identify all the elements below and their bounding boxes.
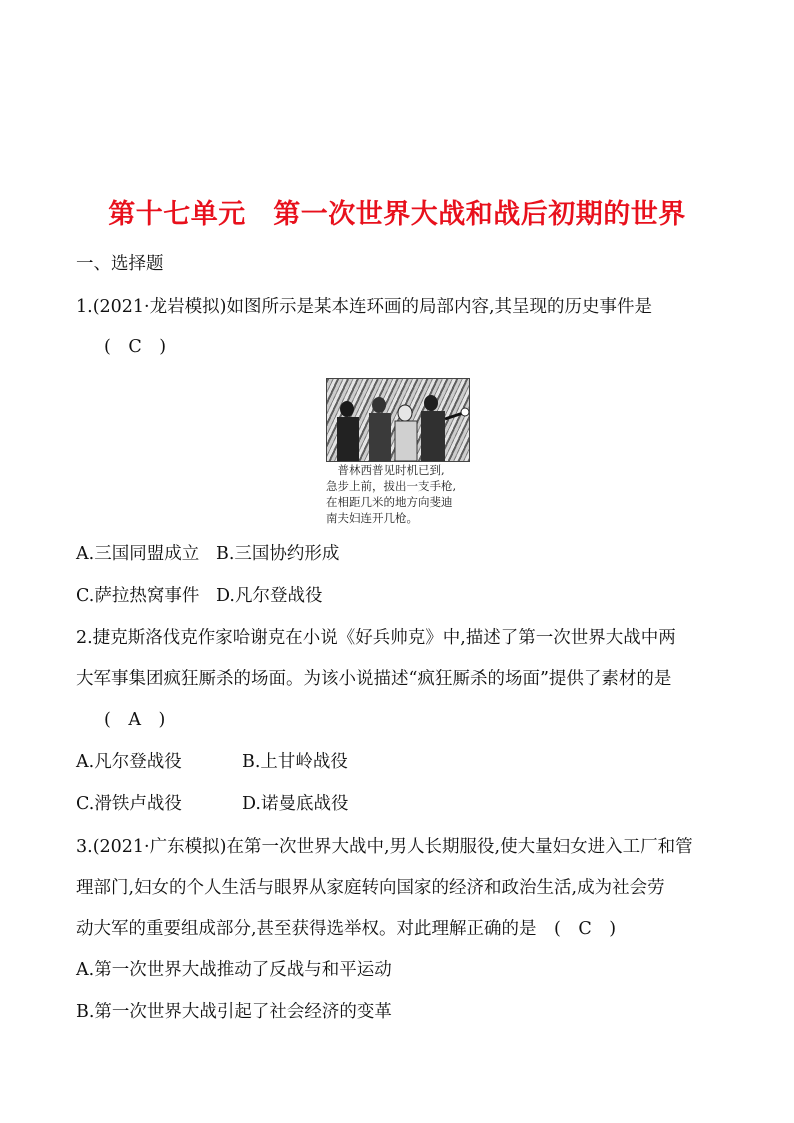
caption-line: 在相距几米的地方向斐迪 — [326, 495, 453, 509]
question-2-option-d: D.诺曼底战役 — [242, 794, 349, 814]
question-1-option-c: C.萨拉热窝事件 — [76, 586, 200, 606]
question-3-stem-line-2: 理部门,妇女的个人生活与眼界从家庭转向国家的经济和政治生活,成为社会劳 — [76, 878, 665, 898]
question-1-stem: 1.(2021·龙岩模拟)如图所示是某本连环画的局部内容,其呈现的历史事件是 — [76, 297, 653, 317]
comic-strip-illustration — [326, 378, 470, 462]
question-2-option-b: B.上甘岭战役 — [242, 752, 348, 772]
question-2-option-a: A.凡尔登战役 — [76, 752, 182, 772]
question-2-answer: ( A ) — [104, 710, 166, 730]
question-3-option-b: B.第一次世界大战引起了社会经济的变革 — [76, 1002, 392, 1022]
question-3-stem-line-3: 动大军的重要组成部分,甚至获得选举权。对此理解正确的是 ( C ) — [76, 919, 617, 939]
section-heading: 一、选择题 — [76, 254, 164, 274]
question-2-option-c: C.滑铁卢战役 — [76, 794, 182, 814]
illustration-figures — [327, 379, 469, 461]
question-1-option-b: B.三国协约形成 — [216, 544, 340, 564]
illustration-caption — [326, 462, 476, 526]
question-1-option-d: D.凡尔登战役 — [216, 586, 323, 606]
question-2-stem-line-1: 2.捷克斯洛伐克作家哈谢克在小说《好兵帅克》中,描述了第一次世界大战中两 — [76, 628, 676, 648]
question-3-stem-line-1: 3.(2021·广东模拟)在第一次世界大战中,男人长期服役,使大量妇女进入工厂和管 — [76, 837, 693, 857]
question-1-option-a: A.三国同盟成立 — [76, 544, 200, 564]
question-3-option-a: A.第一次世界大战推动了反战与和平运动 — [76, 960, 392, 980]
caption-line: 南夫妇连开几枪。 — [326, 511, 418, 525]
question-2-stem-line-2: 大军事集团疯狂厮杀的场面。为该小说描述“疯狂厮杀的场面”提供了素材的是 — [76, 669, 672, 689]
caption-line: 急步上前，拔出一支手枪, — [326, 479, 457, 493]
caption-line: 普林西普见时机已到, — [326, 463, 445, 477]
unit-title: 第十七单元 第一次世界大战和战后初期的世界 — [108, 199, 686, 230]
question-1-answer: ( C ) — [104, 337, 167, 357]
